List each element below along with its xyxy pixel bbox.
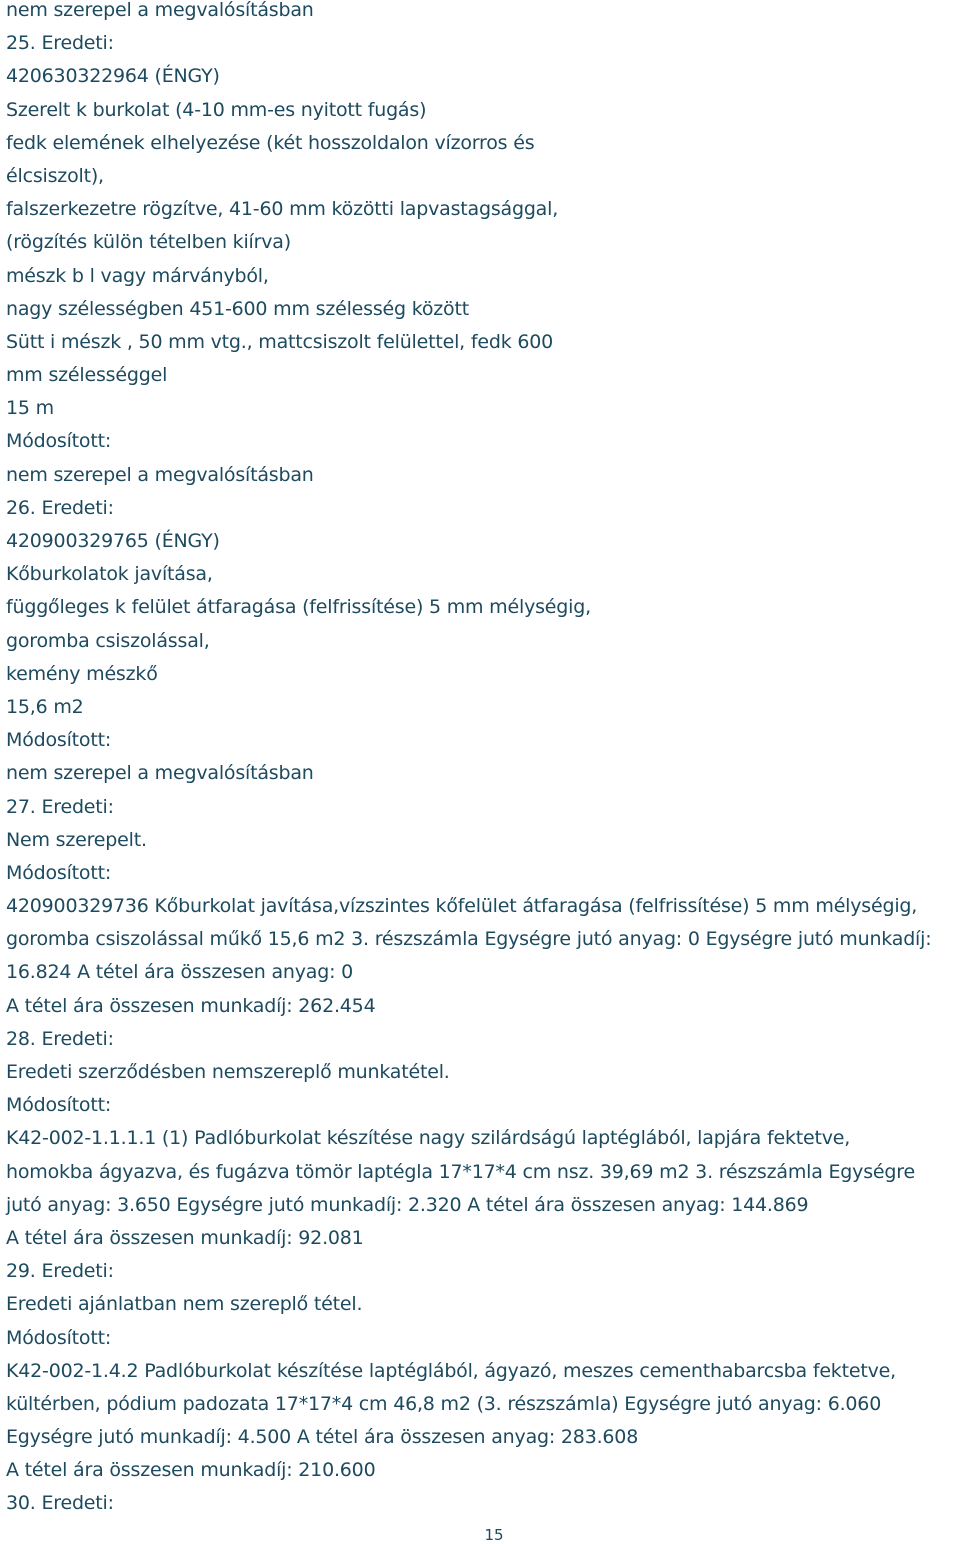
text-line: K42-002-1.4.2 Padlóburkolat készítése laptéglából, ágyazó, meszes cementhabarcsba fektetve, [6, 1359, 896, 1382]
modified-label: Módosított: [6, 1094, 112, 1117]
modified-label: Módosított: [6, 430, 112, 453]
text-line: 420900329765 (ÉNGY) [6, 530, 220, 552]
text-line: Szerelt k burkolat (4-10 mm-es nyitott fugás) [6, 98, 427, 121]
text-line: Eredeti ajánlatban nem szereplő tétel. [6, 1293, 363, 1316]
text-line: függőleges k felület átfaragása (felfrissítése) 5 mm mélységig, [6, 596, 591, 619]
modified-label: Módosított: [6, 1326, 112, 1349]
text-line: homokba ágyazva, és fugázva tömör laptégla 17*17*4 cm nsz. 39,69 m2 3. részszámla Egységre [6, 1160, 915, 1183]
text-line: fedk elemének elhelyezése (két hosszoldalon vízorros és [6, 131, 535, 154]
text-line: 16.824 A tétel ára összesen anyag: 0 [6, 961, 354, 984]
modified-label: Módosított: [6, 861, 112, 884]
item-28-heading: 28. Eredeti: [6, 1027, 114, 1050]
text-line: 420630322964 (ÉNGY) [6, 65, 220, 88]
item-26-heading: 26. Eredeti: [6, 496, 114, 519]
page-number: 15 [484, 1526, 504, 1544]
text-line: 420900329736 Kőburkolat javítása,vízszintes kőfelület átfaragása (felfrissítése) 5 mm mélységig, [6, 895, 918, 918]
text-line: Sütt i mészk , 50 mm vtg., mattcsiszolt felülettel, fedk 600 [6, 330, 553, 353]
text-line: nem szerepel a megvalósításban [6, 0, 314, 21]
text-line: kemény mészkő [6, 662, 158, 685]
text-line: (rögzítés külön tételben kiírva) [6, 231, 291, 254]
modified-label: Módosított: [6, 729, 112, 752]
text-line: nem szerepel a megvalósításban [6, 463, 314, 486]
text-line: mészk b l vagy márványból, [6, 264, 269, 287]
text-line: Egységre jutó munkadíj: 4.500 A tétel ára összesen anyag: 283.608 [6, 1426, 639, 1449]
item-29-heading: 29. Eredeti: [6, 1260, 114, 1283]
text-line: A tétel ára összesen munkadíj: 92.081 [6, 1226, 364, 1249]
item-27-heading: 27. Eredeti: [6, 795, 114, 818]
text-line: Eredeti szerződésben nemszereplő munkatétel. [6, 1061, 450, 1083]
text-line: jutó anyag: 3.650 Egységre jutó munkadíj: 2.320 A tétel ára összesen anyag: 144.869 [6, 1193, 809, 1216]
text-line: 15 m [6, 397, 54, 420]
text-line: goromba csiszolással, [6, 629, 210, 652]
text-line: A tétel ára összesen munkadíj: 262.454 [6, 994, 376, 1017]
text-line: K42-002-1.1.1.1 (1) Padlóburkolat készítése nagy szilárdságú laptéglából, lapjára fektetve, [6, 1127, 851, 1150]
text-line: goromba csiszolással műkő 15,6 m2 3. részszámla Egységre jutó anyag: 0 Egységre jutó munkadíj: [6, 928, 932, 951]
text-line: Nem szerepelt. [6, 828, 147, 851]
item-25-heading: 25. Eredeti: [6, 32, 114, 55]
text-line: nem szerepel a megvalósításban [6, 762, 314, 785]
text-line: A tétel ára összesen munkadíj: 210.600 [6, 1459, 376, 1482]
text-line: mm szélességgel [6, 364, 168, 387]
item-30-heading: 30. Eredeti: [6, 1492, 114, 1515]
text-line: kültérben, pódium padozata 17*17*4 cm 46,8 m2 (3. részszámla) Egységre jutó anyag: 6.060 [6, 1392, 882, 1415]
text-line: nagy szélességben 451-600 mm szélesség között [6, 297, 469, 320]
text-line: élcsiszolt), [6, 164, 104, 187]
document-body [6, 0, 956, 1521]
text-line: 15,6 m2 [6, 695, 84, 718]
text-line: Kőburkolatok javítása, [6, 563, 213, 586]
text-line: falszerkezetre rögzítve, 41-60 mm közötti lapvastagsággal, [6, 198, 559, 221]
